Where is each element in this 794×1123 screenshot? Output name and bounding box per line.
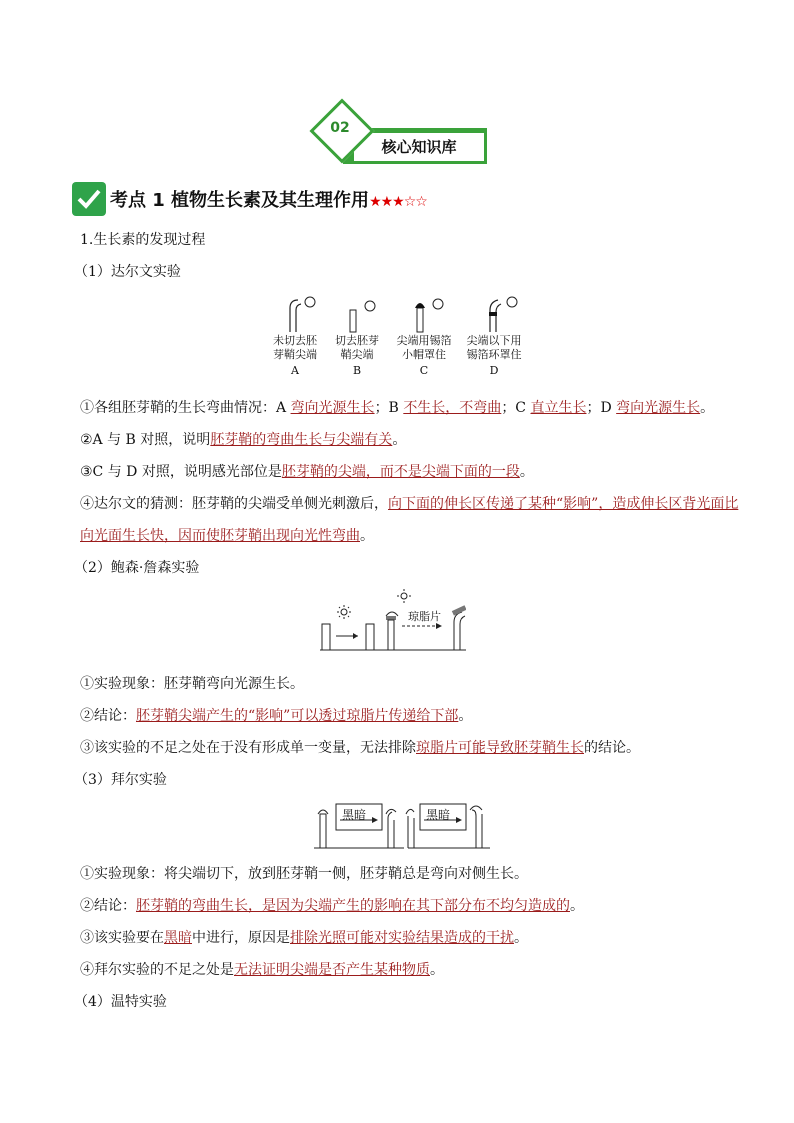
answer-d: 弯向光源生长 xyxy=(616,400,701,416)
darwin-result xyxy=(80,398,714,418)
caption-d-letter: D xyxy=(489,364,499,377)
agar-label: 琼脂片 xyxy=(408,610,441,623)
darwin-ab-compare xyxy=(80,430,406,450)
text: ；B xyxy=(374,400,404,416)
check-icon xyxy=(72,182,106,216)
text: 中进行，原因是 xyxy=(192,930,290,946)
answer: 胚芽鞘的弯曲生长与尖端有关 xyxy=(210,432,393,448)
boysen-figure-drawing xyxy=(316,586,466,654)
answer: 胚芽鞘的弯曲生长，是因为尖端产生的影响在其下部分布不均匀造成的 xyxy=(136,898,570,914)
answer: 胚芽鞘尖端产生的“影响”可以透过琼脂片传递给下部 xyxy=(136,708,459,724)
answer-c: 直立生长 xyxy=(530,400,587,416)
paal-figure xyxy=(312,800,492,852)
caption-b-line2: 鞘尖端 xyxy=(340,348,374,361)
text: ④拜尔实验的不足之处是 xyxy=(80,962,234,978)
text: ；D xyxy=(586,400,617,416)
text: ②结论： xyxy=(80,708,136,724)
caption-a-line2: 芽鞘尖端 xyxy=(273,348,317,361)
darwin-figure xyxy=(262,292,532,384)
text: ；C xyxy=(501,400,531,416)
boysen-conclusion xyxy=(80,706,472,726)
section-title-text: 考点 1 植物生长素及其生理作用 xyxy=(110,190,370,211)
text: ②A 与 B 对照，说明 xyxy=(80,432,211,448)
caption-a xyxy=(262,334,328,378)
caption-c xyxy=(388,334,460,378)
star-rating: ★★★☆☆ xyxy=(369,194,427,210)
text: ③该实验的不足之处在于没有形成单一变量，无法排除 xyxy=(80,740,416,756)
darwin-cd-compare xyxy=(80,462,534,482)
answer: 黑暗 xyxy=(164,930,192,946)
text: ①各组胚芽鞘的生长弯曲情况：A xyxy=(80,400,291,416)
darwin-guess xyxy=(80,494,738,514)
heading-discovery: 1.生长素的发现过程 xyxy=(80,232,206,248)
answer: 琼脂片可能导致胚芽鞘生长 xyxy=(416,740,584,756)
caption-a-line1: 未切去胚 xyxy=(273,334,317,347)
text: 。 xyxy=(700,400,715,416)
text: 。 xyxy=(458,708,473,724)
paal-shortcoming xyxy=(80,960,444,980)
paal-condition xyxy=(80,928,528,948)
caption-b-letter: B xyxy=(352,364,362,377)
darwin-title: （1）达尔文实验 xyxy=(74,264,181,280)
went-title: （4）温特实验 xyxy=(74,994,167,1010)
paal-conclusion xyxy=(80,896,584,916)
text: 。 xyxy=(514,930,528,946)
boysen-figure xyxy=(316,586,466,654)
answer-a: 弯向光源生长 xyxy=(290,400,375,416)
paal-title: （3）拜尔实验 xyxy=(74,772,167,788)
boysen-phenomenon: ①实验现象：胚芽鞘弯向光源生长。 xyxy=(80,676,304,692)
caption-a-letter: A xyxy=(291,364,299,377)
text: 。 xyxy=(519,464,534,480)
paal-phenomenon: ①实验现象：将尖端切下，放到胚芽鞘一侧，胚芽鞘总是弯向对侧生长。 xyxy=(80,866,528,882)
text: ④达尔文的猜测：胚芽鞘的尖端受单侧光刺激后， xyxy=(80,496,388,512)
caption-d-line1: 尖端以下用 xyxy=(466,334,522,347)
answer: 无法证明尖端是否产生某种物质 xyxy=(234,962,430,978)
text: 。 xyxy=(360,528,374,544)
caption-b xyxy=(324,334,390,378)
text: 。 xyxy=(392,432,407,448)
dark-label-2: 黑暗 xyxy=(426,808,451,822)
darwin-figure-drawing xyxy=(262,292,532,334)
text: ②结论： xyxy=(80,898,136,914)
caption-b-line1: 切去胚芽 xyxy=(335,334,379,347)
boysen-title: （2）鲍森·詹森实验 xyxy=(74,560,200,576)
section-badge xyxy=(305,100,491,170)
dark-label-1: 黑暗 xyxy=(342,808,367,822)
section-title xyxy=(110,186,427,212)
caption-c-letter: C xyxy=(419,364,429,377)
caption-d xyxy=(458,334,530,378)
caption-c-line2: 小帽罩住 xyxy=(402,348,446,361)
answer: 向光面生长快，因而使胚芽鞘出现向光性弯曲 xyxy=(80,528,360,544)
text: 。 xyxy=(570,898,584,914)
paal-figure-drawing xyxy=(312,800,492,852)
caption-d-line2: 锡箔环罩住 xyxy=(466,348,522,361)
darwin-guess-cont xyxy=(80,526,374,546)
answer: 排除光照可能对实验结果造成的干扰 xyxy=(290,930,514,946)
badge-title: 核心知识库 xyxy=(353,132,485,162)
text: 的结论。 xyxy=(584,740,640,756)
answer: 向下面的伸长区传递了某种“影响”，造成伸长区背光面比 xyxy=(388,496,739,512)
text: 。 xyxy=(430,962,444,978)
answer: 胚芽鞘的尖端，而不是尖端下面的一段 xyxy=(281,464,520,480)
answer-b: 不生长，不弯曲 xyxy=(403,400,502,416)
badge-number: 02 xyxy=(330,120,350,136)
caption-c-line1: 尖端用锡箔 xyxy=(396,334,452,347)
boysen-shortcoming xyxy=(80,738,640,758)
text: ③C 与 D 对照，说明感光部位是 xyxy=(80,464,282,480)
text: ③该实验要在 xyxy=(80,930,164,946)
